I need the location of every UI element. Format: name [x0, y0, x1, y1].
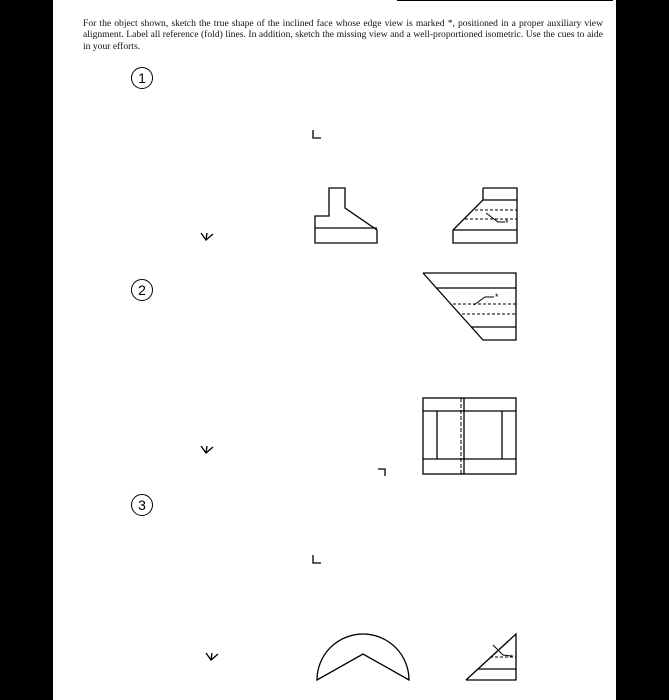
problem-2-corner-cue — [378, 469, 385, 476]
problem-number-3: 3 — [131, 494, 153, 516]
problem-3-side-view — [466, 634, 516, 680]
problem-3-star-marker: * — [510, 653, 514, 663]
problem-1-star-marker: * — [505, 218, 509, 228]
instructions-text: For the object shown, sketch the true shape of the inclined face whose edge view is marked *, positioned in a proper auxiliary view alignment. Label all reference (fold) lines. In addition, sketch the missing view and a well-proportioned isometric. Use the cues to aide in your efforts. — [83, 18, 603, 52]
problem-3-corner-cue — [313, 555, 321, 563]
orthographic-drawings — [53, 0, 616, 700]
problem-1-front-view — [315, 188, 377, 243]
problem-1-corner-cue — [313, 130, 321, 138]
problem-number-1: 1 — [131, 67, 153, 89]
problem-number-2: 2 — [131, 279, 153, 301]
problem-2-arrow-cue — [201, 446, 213, 453]
problem-3-arrow-cue — [206, 653, 218, 660]
problem-1-arrow-cue — [201, 233, 213, 240]
problem-2-star-marker: * — [495, 292, 499, 302]
problem-1-side-view — [453, 188, 517, 243]
problem-2-top-view — [423, 273, 516, 340]
problem-2-side-view — [423, 398, 516, 474]
problem-3-front-view — [317, 634, 409, 680]
worksheet-page — [53, 0, 616, 700]
